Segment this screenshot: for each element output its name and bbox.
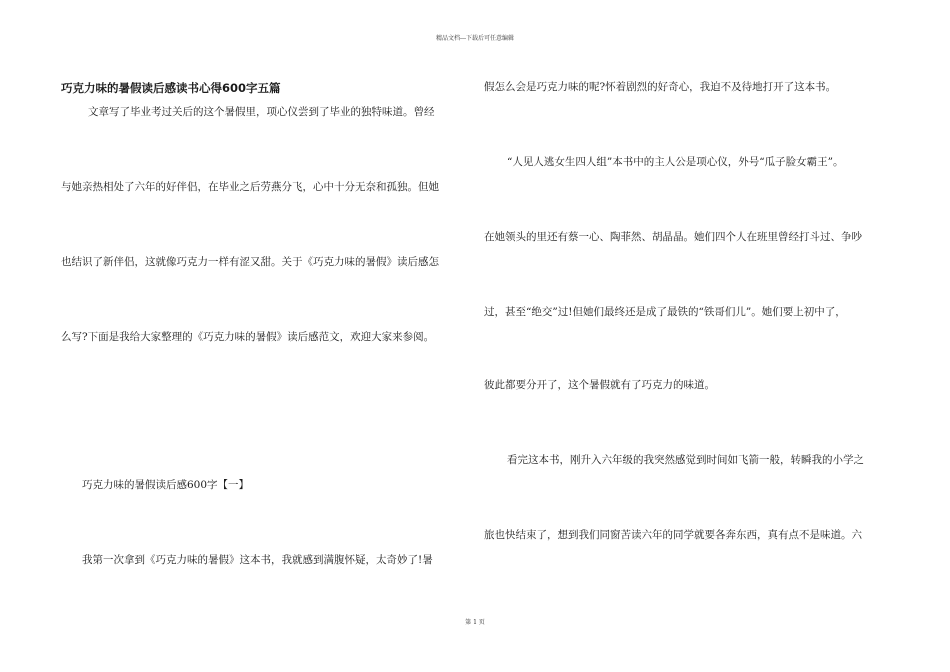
left-paragraph-line: 与她亲热相处了六年的好伴侣，在毕业之后劳燕分飞，心中十分无奈和孤独。但她 <box>61 181 439 193</box>
left-paragraph-line: 我第一次拿到《巧克力味的暑假》这本书，我就感到满腹怀疑，太奇妙了!暑 <box>82 554 433 566</box>
page-header: 精品文档---下载后可任意编辑 <box>435 35 515 42</box>
right-paragraph-line: 彼此都要分开了，这个暑假就有了巧克力的味道。 <box>484 379 715 391</box>
document-title: 巧克力味的暑假读后感读书心得600字五篇 <box>61 81 281 95</box>
left-paragraph-line: 也结识了新伴侣，这就像巧克力一样有涩又甜。关于《巧克力味的暑假》读后感怎 <box>61 256 439 268</box>
left-paragraph-line: 么写?下面是我给大家整理的《巧克力味的暑假》读后感范文，欢迎大家来参阅。 <box>61 331 435 343</box>
page-number: 第 1 页 <box>465 619 485 626</box>
right-paragraph-line: 旅也快结束了，想到我们同窗苦读六年的同学就要各奔东西，真有点不是味道。六 <box>484 529 862 541</box>
right-paragraph-line: 过，甚至“绝交”过!但她们最终还是成了最铁的“铁哥们儿”。她们要上初中了， <box>484 306 846 318</box>
right-paragraph-line: 看完这本书，刚升入六年级的我突然感觉到时间如飞箭一般，转瞬我的小学之 <box>507 454 864 466</box>
right-paragraph-line: 假怎么会是巧克力味的呢?怀着剧烈的好奇心，我迫不及待地打开了这本书。 <box>484 81 837 93</box>
section-heading: 巧克力味的暑假读后感600字【一】 <box>82 479 250 491</box>
right-paragraph-line: “人见人逃女生四人组”本书中的主人公是项心仪，外号“瓜子脸女霸王”。 <box>507 156 844 168</box>
left-paragraph-line: 文章写了毕业考过关后的这个暑假里，项心仪尝到了毕业的独特味道。曾经 <box>88 106 435 118</box>
right-paragraph-line: 在她领头的里还有蔡一心、陶菲然、胡晶晶。她们四个人在班里曾经打斗过、争吵 <box>484 231 862 243</box>
